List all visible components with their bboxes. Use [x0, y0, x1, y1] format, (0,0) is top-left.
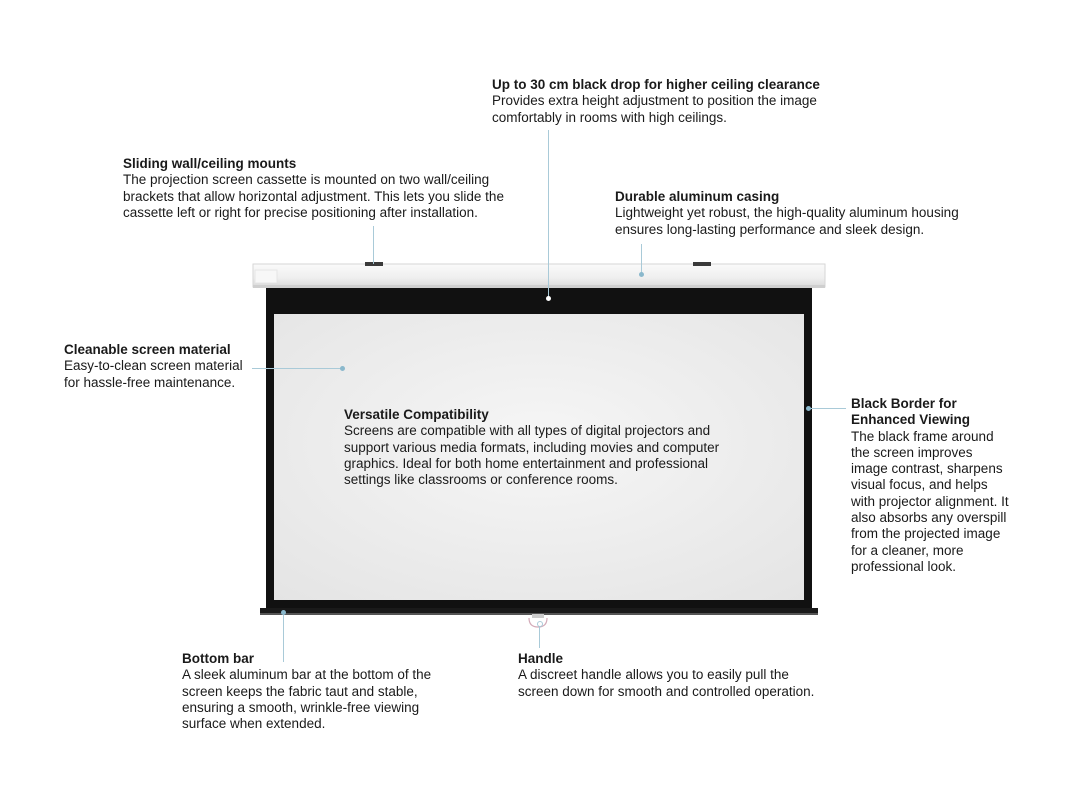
- callout-line: cassette left or right for precise positioning after installation.: [123, 204, 478, 220]
- callout-line: ensuring a smooth, wrinkle-free viewing: [182, 699, 420, 715]
- callout-line: professional look.: [851, 558, 957, 574]
- callout-line: The black frame around: [851, 428, 994, 444]
- leader-black-border: [808, 408, 846, 409]
- callout-line: the screen improves: [851, 444, 973, 460]
- callout-handle: [518, 651, 814, 700]
- callout-bottom-bar: [182, 651, 431, 732]
- callout-black-border: [851, 396, 1009, 575]
- callout-line: A discreet handle allows you to easily pull the: [518, 667, 789, 683]
- pin-bottom-bar: [281, 610, 286, 615]
- leader-handle: [539, 624, 540, 648]
- callout-line: Provides extra height adjustment to position the image: [492, 93, 817, 109]
- callout-cleanable: [64, 342, 243, 391]
- callout-casing: [615, 189, 959, 238]
- leader-wall-mounts: [373, 226, 374, 264]
- pin-black-drop: [546, 296, 551, 301]
- callout-title: Up to 30 cm black drop for higher ceiling clearance: [492, 77, 820, 92]
- callout-line: for hassle-free maintenance.: [64, 374, 236, 390]
- callout-title: Black Border for: [851, 396, 957, 411]
- callout-line: Lightweight yet robust, the high-quality aluminum housing: [615, 205, 959, 221]
- callout-line: support various media formats, including movies and computer: [344, 439, 720, 455]
- callout-line: ensures long-lasting performance and sleek design.: [615, 221, 925, 237]
- callout-title: Sliding wall/ceiling mounts: [123, 156, 297, 171]
- callout-title: Handle: [518, 651, 564, 666]
- pin-casing: [639, 272, 644, 277]
- callout-title: Durable aluminum casing: [615, 189, 780, 204]
- callout-line: image contrast, sharpens: [851, 461, 1003, 477]
- callout-line: visual focus, and helps: [851, 477, 988, 493]
- leader-casing: [641, 244, 642, 274]
- callout-line: with projector alignment. It: [851, 493, 1009, 509]
- callout-line: Screens are compatible with all types of digital projectors and: [344, 423, 711, 439]
- callout-line: screen keeps the fabric taut and stable,: [182, 683, 418, 699]
- callout-title: Bottom bar: [182, 651, 254, 666]
- callout-line: also absorbs any overspill: [851, 510, 1007, 526]
- callout-line: A sleek aluminum bar at the bottom of the: [182, 667, 432, 683]
- callout-line: settings like classrooms or conference rooms.: [344, 472, 618, 488]
- callout-line: graphics. Ideal for both home entertainment and professional: [344, 455, 708, 471]
- callout-line: comfortably in rooms with high ceilings.: [492, 109, 727, 125]
- callout-compatibility: [344, 407, 719, 488]
- leader-black-drop: [548, 130, 549, 298]
- bottom-bar: [260, 608, 818, 615]
- pin-cleanable: [340, 366, 345, 371]
- leader-cleanable: [252, 368, 342, 369]
- callout-line: surface when extended.: [182, 716, 326, 732]
- aluminum-casing: [253, 264, 825, 288]
- callout-line: Easy-to-clean screen material: [64, 358, 243, 374]
- callout-line: The projection screen cassette is mounted on two wall/ceiling: [123, 172, 490, 188]
- callout-title: Enhanced Viewing: [851, 412, 971, 428]
- callout-line: for a cleaner, more: [851, 542, 964, 558]
- callout-wall-mounts: [123, 156, 504, 221]
- mount-bracket-left: [365, 262, 383, 266]
- callout-line: from the projected image: [851, 526, 1001, 542]
- pin-handle: [537, 621, 543, 627]
- mount-bracket-right: [693, 262, 711, 266]
- callout-title: Versatile Compatibility: [344, 407, 489, 422]
- callout-black-drop: [492, 77, 820, 126]
- callout-title: Cleanable screen material: [64, 342, 231, 357]
- callout-line: screen down for smooth and controlled operation.: [518, 683, 815, 699]
- callout-line: brackets that allow horizontal adjustment. This lets you slide the: [123, 188, 504, 204]
- pin-black-border: [806, 406, 811, 411]
